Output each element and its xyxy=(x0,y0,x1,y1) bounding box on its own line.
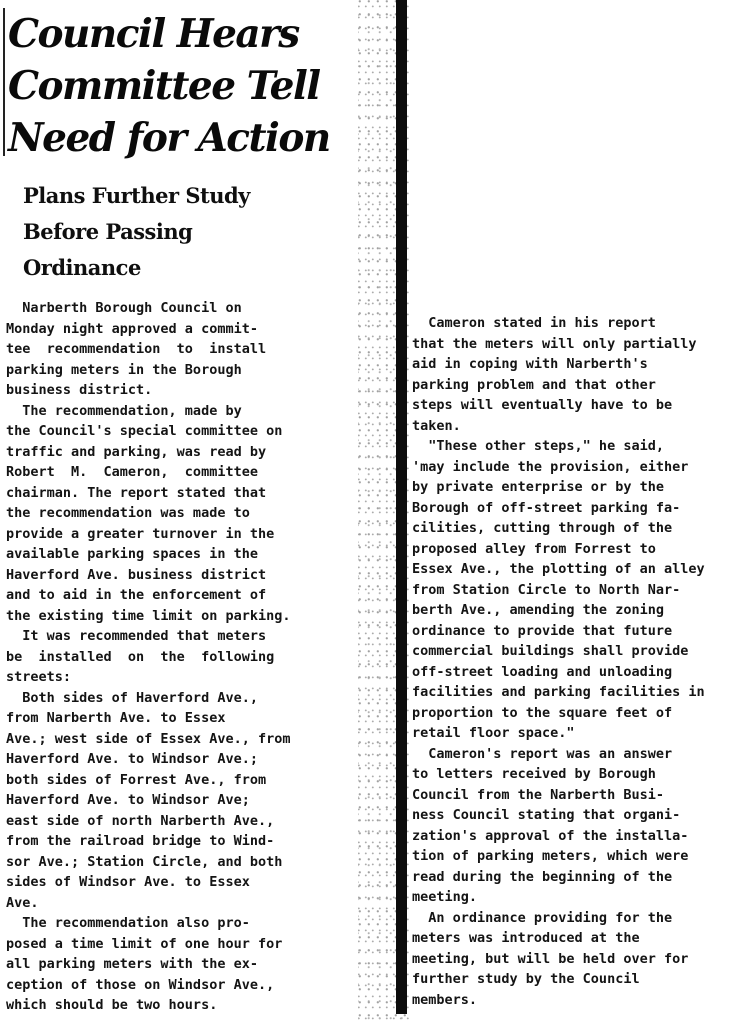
paragraph xyxy=(412,744,728,908)
text-line: It was recommended that meters xyxy=(6,628,267,644)
text-line: steps will eventually have to be xyxy=(412,397,673,413)
left-column-body xyxy=(6,298,324,1016)
text-line: posed a time limit of one hour for xyxy=(6,935,283,952)
text-line: The recommendation also pro- xyxy=(6,915,250,931)
subhead-line: Plans Further Study xyxy=(23,183,250,208)
subhead-line: Before Passing xyxy=(23,219,193,244)
text-line: Haverford Ave. to Windsor Ave; xyxy=(6,792,250,808)
text-line: from the railroad bridge to Wind- xyxy=(6,833,275,849)
text-line: that the meters will only partially xyxy=(412,335,697,352)
text-line: which should be two hours. xyxy=(6,997,218,1013)
paragraph xyxy=(412,436,728,744)
text-line: taken. xyxy=(412,417,461,434)
text-line: from Narberth Ave. to Essex xyxy=(6,710,226,726)
text-line: traffic and parking, was read by xyxy=(6,443,267,460)
text-line: Monday night approved a commit- xyxy=(6,320,258,337)
right-column-body xyxy=(412,313,728,1010)
text-line: members. xyxy=(412,991,478,1008)
subhead-line: Ordinance xyxy=(23,255,141,280)
paragraph xyxy=(6,913,324,1016)
text-line: zation's approval of the installa- xyxy=(412,827,689,844)
paragraph xyxy=(6,401,324,627)
text-line: facilities and parking facilities in xyxy=(412,684,705,700)
headline-line: Need for Action xyxy=(8,115,330,161)
text-line: proportion to the square feet of xyxy=(412,704,673,721)
text-line: the recommendation was made to xyxy=(6,505,250,521)
text-line: to letters received by Borough xyxy=(412,766,656,782)
paragraph xyxy=(6,688,324,914)
paragraph xyxy=(412,908,728,1011)
text-line: meters was introduced at the xyxy=(412,930,640,946)
text-line: and to aid in the enforcement of xyxy=(6,587,267,603)
text-line: cilities, cutting through of the xyxy=(412,520,673,536)
paragraph xyxy=(6,298,324,401)
text-line: sides of Windsor Ave. to Essex xyxy=(6,874,250,890)
text-line: provide a greater turnover in the xyxy=(6,525,275,542)
text-line: Essex Ave., the plotting of an alley xyxy=(412,561,705,577)
text-line: chairman. The report stated that xyxy=(6,484,267,501)
text-line: parking problem and that other xyxy=(412,376,656,393)
text-line: from Station Circle to North Nar- xyxy=(412,581,681,598)
text-line: Ave. xyxy=(6,894,39,911)
text-line: aid in coping with Narberth's xyxy=(412,356,648,372)
text-line: Cameron's report was an answer xyxy=(412,745,673,762)
text-line: east side of north Narberth Ave., xyxy=(6,812,275,829)
text-line: Ave.; west side of Essex Ave., from xyxy=(6,730,291,747)
text-line: tee recommendation to install xyxy=(6,341,267,357)
text-line: "These other steps," he said, xyxy=(412,438,664,454)
text-line: Narberth Borough Council on xyxy=(6,300,242,316)
subhead xyxy=(23,178,353,286)
text-line: Council from the Narberth Busi- xyxy=(412,786,664,803)
text-line: ordinance to provide that future xyxy=(412,622,673,639)
text-line: berth Ave., amending the zoning xyxy=(412,602,664,618)
text-line: be installed on the following xyxy=(6,648,275,665)
text-line: The recommendation, made by xyxy=(6,402,242,419)
text-line: business district. xyxy=(6,382,153,398)
text-line: all parking meters with the ex- xyxy=(6,956,258,972)
column-rule xyxy=(396,0,407,1014)
paragraph xyxy=(412,313,728,436)
text-line: proposed alley from Forrest to xyxy=(412,540,656,557)
text-line: commercial buildings shall provide xyxy=(412,643,689,659)
text-line: sor Ave.; Station Circle, and both xyxy=(6,853,283,870)
text-line: Cameron stated in his report xyxy=(412,315,656,331)
text-line: meeting. xyxy=(412,889,478,905)
text-line: the Council's special committee on xyxy=(6,423,283,439)
text-line: ception of those on Windsor Ave., xyxy=(6,976,275,993)
headline-rule xyxy=(3,8,5,156)
text-line: meeting, but will be held over for xyxy=(412,950,689,967)
headline-line: Committee Tell xyxy=(8,63,320,109)
text-line: by private enterprise or by the xyxy=(412,479,664,495)
text-line: Robert M. Cameron, committee xyxy=(6,464,258,480)
text-line: streets: xyxy=(6,669,72,685)
text-line: the existing time limit on parking. xyxy=(6,607,291,624)
text-line: available parking spaces in the xyxy=(6,546,258,562)
paragraph xyxy=(6,626,324,688)
text-line: off-street loading and unloading xyxy=(412,663,673,680)
text-line: further study by the Council xyxy=(412,971,640,987)
text-line: parking meters in the Borough xyxy=(6,361,242,378)
text-line: ness Council stating that organi- xyxy=(412,807,681,823)
text-line: 'may include the provision, either xyxy=(412,458,689,475)
text-line: An ordinance providing for the xyxy=(412,909,673,926)
text-line: Haverford Ave. to Windsor Ave.; xyxy=(6,751,258,767)
headline xyxy=(8,8,388,164)
text-line: tion of parking meters, which were xyxy=(412,848,689,864)
headline-line: Council Hears xyxy=(8,11,299,57)
text-line: read during the beginning of the xyxy=(412,868,673,885)
right-column xyxy=(412,0,738,1024)
text-line: Borough of off-street parking fa- xyxy=(412,499,681,516)
text-line: Haverford Ave. business district xyxy=(6,566,267,583)
text-line: retail floor space." xyxy=(412,725,575,741)
text-line: both sides of Forrest Ave., from xyxy=(6,771,267,788)
text-line: Both sides of Haverford Ave., xyxy=(6,689,258,706)
